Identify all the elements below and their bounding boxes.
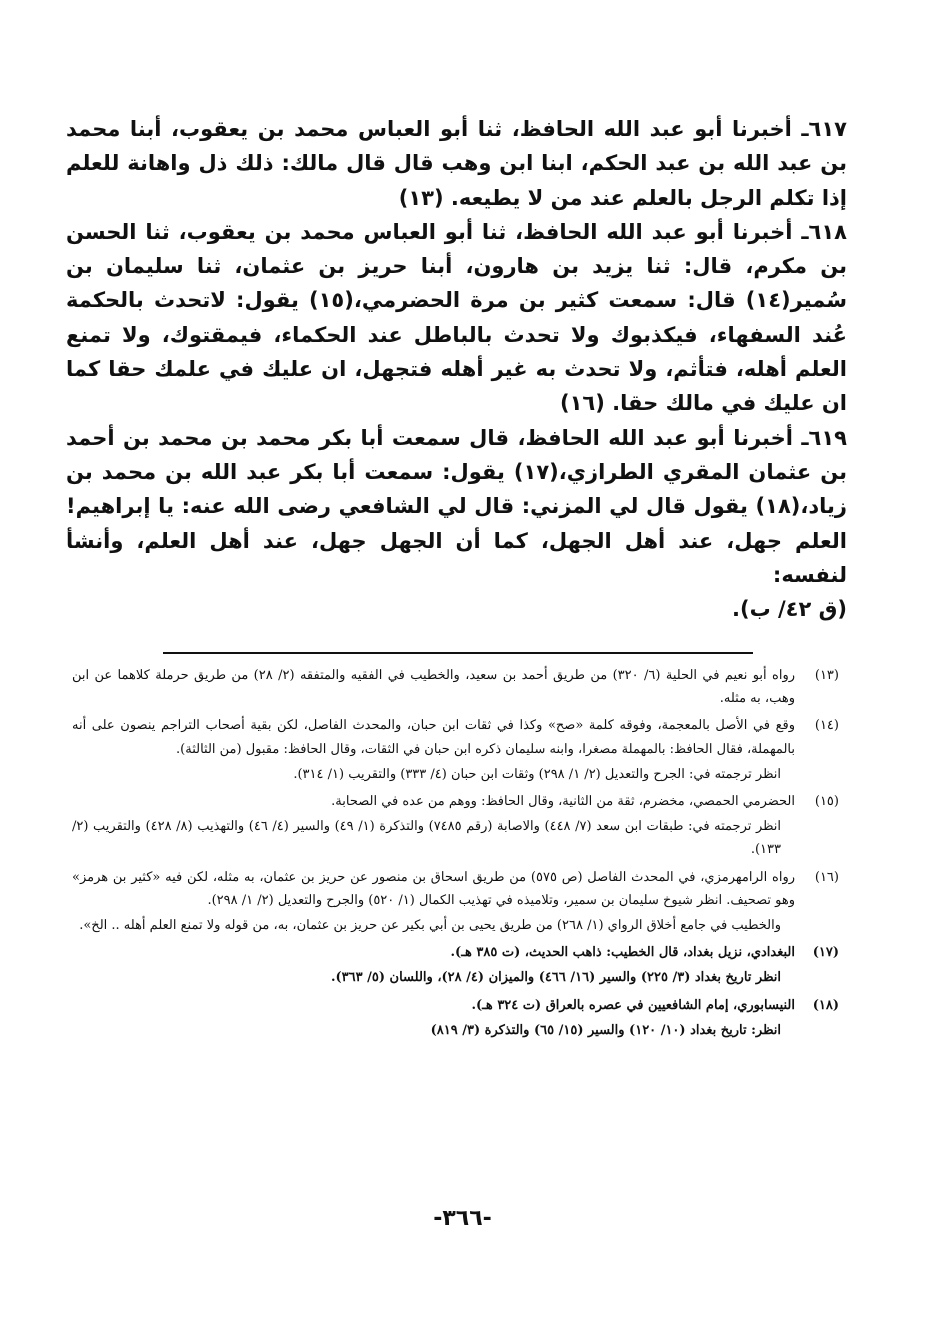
footnote-number: (١٨) bbox=[812, 997, 839, 1013]
footnote-number: (١٦) bbox=[814, 869, 839, 885]
footnote-number: (١٤) bbox=[814, 718, 839, 734]
footnote-text: الحضرمي الحمصي، مخضرم، ثقة من الثانية، وقال الحافظ: ووهم من عده في الصحابة. bbox=[331, 794, 795, 810]
footnotes bbox=[72, 664, 839, 1046]
footnote-subtext: انظر ترجمته في: طبقات ابن سعد (٧/ ٤٤٨) والاصابة (رقم ٧٤٨٥) والتذكرة (١/ ٤٩) والسير (٤/ ٤٦) والتهذيب (٨/ ٤٢٨) والتقريب (٢/ ١٣٣). bbox=[72, 819, 782, 858]
entry-618: ٦١٨ـ أخبرنا أبو عبد الله الحافظ، ثنا أبو العباس محمد بن يعقوب، ثنا الحسن بن مكرم، قال: ثنا يزيد بن هارون، أبنا حريز بن عثمان، ثنا سليمان بن سُمير(١٤) قال: سمعت كثير بن مرة الحضرمي،(١٥) يقول: لاتحدث بالحكمة عُند السفهاء، فيكذبوك ولا تحدث بالباطل عند الحكماء، فيمقتوك، ولا تمنع العلم أهله، فتأثم، ولا تحدث به غير أهله فتجهل، ان عليك في علمك حقا كما ان عليك في مالك حقا. (١٦) bbox=[66, 219, 848, 416]
footnote-separator bbox=[163, 652, 753, 654]
footnote-text: النيسابوري، إمام الشافعيين في عصره بالعراق (ت ٣٢٤ هـ). bbox=[471, 997, 795, 1013]
manuscript-folio-ref: (ق ٤٢/ ب). bbox=[732, 597, 847, 622]
footnote-16 bbox=[72, 866, 839, 938]
footnote-text: البغدادي، نزيل بغداد، قال الخطيب: ذاهب الحديث، (ت ٣٨٥ هـ). bbox=[450, 945, 795, 961]
footnote-18 bbox=[72, 994, 839, 1042]
footnote-17 bbox=[72, 941, 839, 989]
main-text bbox=[66, 112, 847, 626]
footnote-text: رواه أبو نعيم في الحلية (٦/ ٣٢٠) من طريق أحمد بن سعيد، والخطيب في الفقيه والمتفقه (٢/ ٢٨) من طريق حرملة كلاهما عن ابن وهب، به مثله. bbox=[72, 668, 796, 707]
footnote-text: وقع في الأصل بالمعجمة، وفوقه كلمة «صح» وكذا في ثقات ابن حبان، والمحدث الفاصل، لكن بقية أصحاب التراجم ينصون على أنه بالمهملة، فقال الحافظ: بالمهملة مصغرا، وابنه سليمان ذكره ابن حبان في الثقات، وقال الحافظ: مقبول (من الثالثة). bbox=[72, 718, 795, 757]
footnote-subtext: انظر ترجمته في: الجرح والتعديل (٢/ ١/ ٢٩٨) وثقات ابن حبان (٤/ ٣٣٣) والتقريب (١/ ٣١٤). bbox=[293, 766, 781, 782]
footnote-15 bbox=[72, 790, 839, 862]
footnote-number: (١٥) bbox=[814, 794, 839, 810]
footnote-number: (١٧) bbox=[812, 945, 839, 961]
footnote-14 bbox=[72, 714, 839, 786]
entry-619: ٦١٩ـ أخبرنا أبو عبد الله الحافظ، قال سمعت أبا بكر محمد بن محمد بن أحمد بن عثمان المقري الطرازي،(١٧) يقول: سمعت أبا بكر عبد الله بن محمد بن زياد،(١٨) يقول قال لي المزني: قال لي الشافعي رضى الله عنه: يا إبراهيم! العلم جهل، عند أهل الجهل، كما أن الجهل جهل، عند أهل العلم، وأنشأ لنفسه: bbox=[66, 425, 847, 587]
footnote-text: رواه الرامهرمزي، في المحدث الفاصل (ص ٥٧٥) من طريق اسحاق بن منصور عن حريز بن عثمان، به مثله، لكن فيه «كثير بن هرمز» وهو تصحيف. انظر شيوخ سليمان بن سمير، وتلاميذه في تهذيب الكمال (١/ ٥٢٠) والجرح والتعديل (٢/ ١/ ٢٩٨). bbox=[72, 869, 795, 908]
entry-617: ٦١٧ـ أخبرنا أبو عبد الله الحافظ، ثنا أبو العباس محمد بن يعقوب، أبنا محمد بن عبد الله بن عبد الحكم، ابنا ابن وهب قال قال مالك: ذلك ذل واهانة للعلم إذا تكلم الرجل بالعلم عند من لا يطيعه. (١٣) bbox=[66, 117, 847, 210]
footnote-subtext: والخطيب في جامع أخلاق الرواي (١/ ٢٦٨) من طريق يحيى بن أبي بكير عن حريز بن عثمان، به، من قوله ولا تمنع العلم أهله .. الخ». bbox=[79, 918, 781, 934]
footnote-subtext: انظر: تاريخ بغداد (١٠/ ١٢٠) والسير (١٥/ ٦٥) والتذكرة (٣/ ٨١٩) bbox=[430, 1022, 781, 1038]
page-number: -٣٦٦- bbox=[433, 1206, 492, 1231]
footnote-number: (١٣) bbox=[814, 668, 839, 683]
footnote-13 bbox=[72, 664, 839, 710]
footnote-subtext: انظر تاريخ بغداد (٣/ ٢٢٥) والسير (١٦/ ٤٦٦) والميزان (٤/ ٢٨)، واللسان (٥/ ٣٦٣). bbox=[330, 970, 781, 986]
